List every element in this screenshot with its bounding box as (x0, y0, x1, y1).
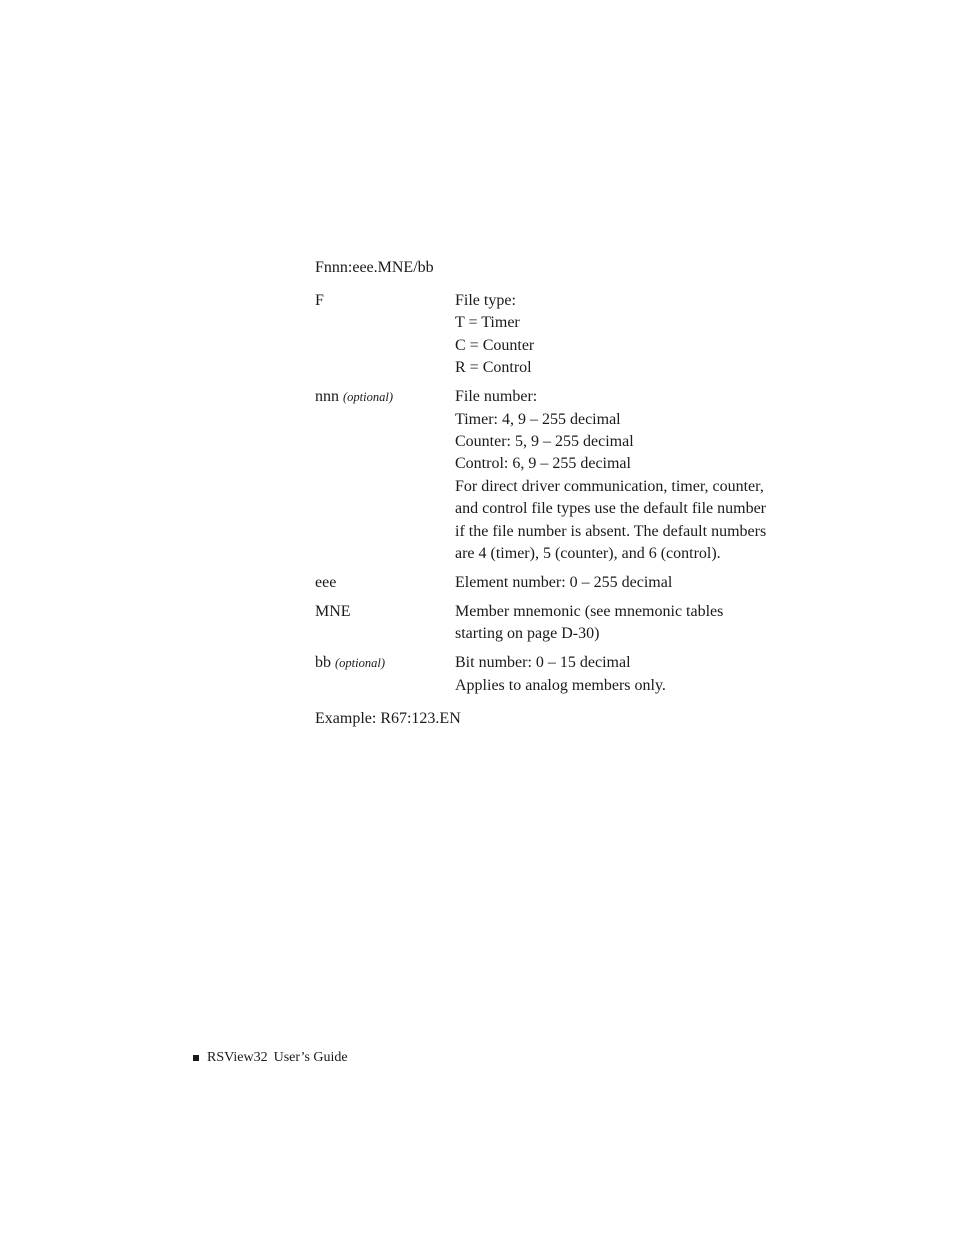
definition-row-mne (315, 601, 795, 646)
page-footer (193, 1049, 348, 1067)
description-line: Bit number: 0 – 15 decimal (455, 654, 631, 672)
definition-description (455, 290, 787, 380)
definition-row-eee (315, 572, 795, 594)
description-line: C = Counter (455, 336, 535, 354)
definition-row-bb (315, 652, 795, 697)
description-line: Element number: 0 – 255 decimal (455, 574, 673, 592)
term-text: MNE (315, 603, 351, 621)
definition-description (455, 572, 787, 594)
description-line: Timer: 4, 9 – 255 decimal (455, 410, 621, 428)
definition-list (315, 290, 795, 704)
description-line: T = Timer (455, 314, 520, 332)
definition-term (315, 601, 450, 623)
description-line: Counter: 5, 9 – 255 decimal (455, 433, 634, 451)
description-line: and control file types use the default file number (455, 500, 767, 518)
description-line: are 4 (timer), 5 (counter), and 6 (control). (455, 545, 721, 563)
optional-label: (optional) (343, 390, 393, 405)
term-text: F (315, 292, 324, 309)
term-text: eee (315, 574, 337, 592)
example-text: Example: R67:123.EN (315, 710, 461, 727)
definition-term (315, 652, 450, 674)
optional-label: (optional) (335, 656, 385, 671)
description-line: File number: (455, 388, 538, 406)
square-bullet-icon (193, 1055, 199, 1061)
description-line: starting on page D-30) (455, 625, 600, 643)
description-line: Control: 6, 9 – 255 decimal (455, 455, 631, 473)
definition-term (315, 290, 450, 312)
definition-term (315, 572, 450, 594)
term-text: bb (315, 654, 331, 672)
definition-term (315, 386, 450, 408)
description-line: File type: (455, 292, 516, 309)
definition-row-f (315, 290, 795, 380)
description-line: R = Control (455, 359, 532, 377)
footer-guide: User’s Guide (273, 1050, 348, 1065)
description-line: if the file number is absent. The default numbers (455, 522, 767, 540)
footer-product: RSView32 (207, 1050, 268, 1065)
definition-row-nnn (315, 386, 795, 565)
description-line: Applies to analog members only. (455, 676, 666, 694)
description-line: For direct driver communication, timer, counter, (455, 477, 764, 495)
definition-description (455, 601, 787, 646)
term-text: nnn (315, 388, 339, 406)
description-line: Member mnemonic (see mnemonic tables (455, 603, 724, 621)
definition-description (455, 386, 787, 565)
address-syntax: Fnnn:eee.MNE/bb (315, 259, 434, 276)
definition-description (455, 652, 787, 697)
